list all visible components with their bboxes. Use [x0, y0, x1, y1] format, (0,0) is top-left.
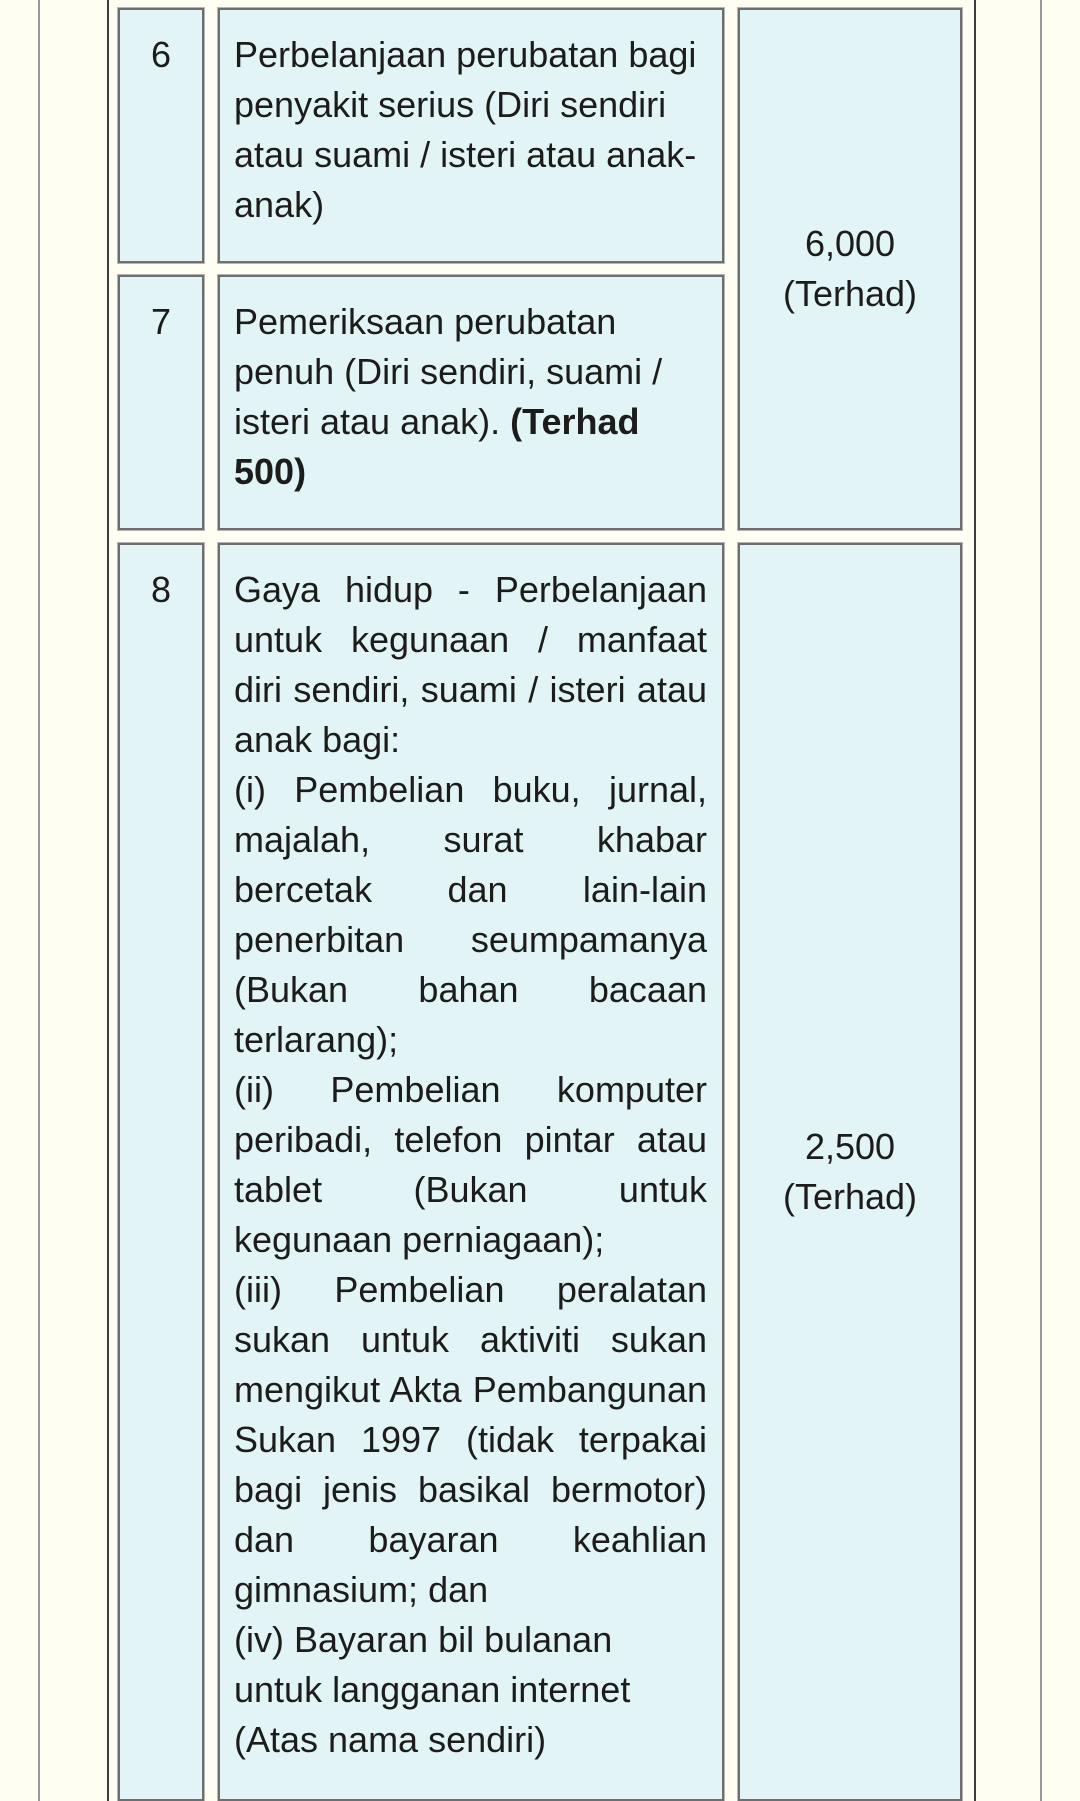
amount-note: (Terhad) [782, 273, 918, 314]
amount-cell-6-7 [738, 8, 962, 530]
page-border-left [38, 0, 40, 1801]
description-intro: Gaya hidup - Perbelanjaan untuk kegunaan / manfaat diri sendiri, suami / isteri atau anak bagi: [234, 569, 707, 760]
page-border-right [1040, 0, 1042, 1801]
description-main: Pemeriksaan perubatan penuh (Diri sendiri, suami / isteri atau anak). [234, 301, 663, 442]
row-number: 8 [150, 569, 172, 610]
row-8-number [118, 543, 204, 1801]
lifestyle-item: (iii) Pembelian peralatan sukan untuk aktiviti sukan mengikut Akta Pembangunan Sukan 1997 (tidak terpakai bagi jenis basikal bermotor) dan bayaran keahlian gimnasium; dan [234, 1269, 707, 1610]
description-limit: (Terhad 500) [234, 401, 640, 492]
lifestyle-item: (ii) Pembelian komputer peribadi, telefon pintar atau tablet (Bukan untuk kegunaan perniagaan); [234, 1069, 707, 1260]
lifestyle-item: (i) Pembelian buku, jurnal, majalah, surat khabar bercetak dan lain-lain penerbitan seumpamanya (Bukan bahan bacaan terlarang); [234, 769, 707, 1060]
row-7-description [218, 275, 724, 530]
description-text: Perbelanjaan perubatan bagi penyakit serius (Diri sendiri atau suami / isteri atau anak-anak) [234, 34, 697, 225]
row-number: 7 [150, 301, 172, 342]
description-text [234, 297, 707, 497]
row-8-description [218, 543, 724, 1801]
amount-note: (Terhad) [782, 1176, 918, 1217]
row-7-number [118, 275, 204, 530]
amount-cell-8 [738, 543, 962, 1801]
row-6-number [118, 8, 204, 263]
row-number: 6 [150, 34, 172, 75]
row-6-description [218, 8, 724, 263]
amount-value: 2,500 [804, 1126, 896, 1167]
table-border-left [107, 0, 109, 1801]
lifestyle-item: (iv) Bayaran bil bulanan untuk langganan internet (Atas nama sendiri) [234, 1619, 631, 1760]
table-border-right [974, 0, 976, 1801]
amount-value: 6,000 [804, 223, 896, 264]
